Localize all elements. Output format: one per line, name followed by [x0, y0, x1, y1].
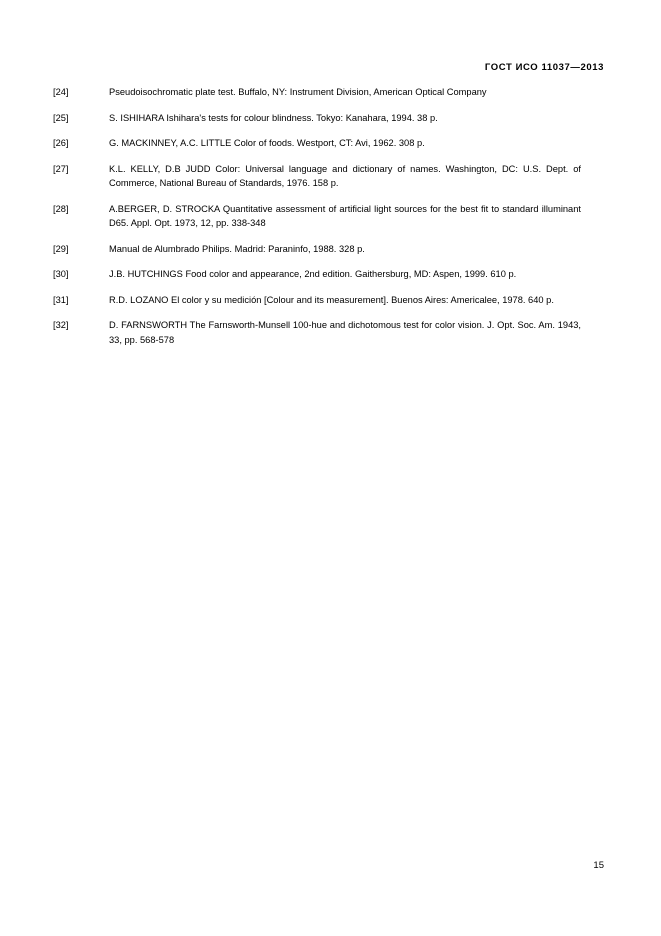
reference-entry: [53, 162, 581, 191]
reference-entry: [53, 85, 581, 100]
reference-number: [27]: [53, 163, 69, 174]
reference-number: [26]: [53, 138, 69, 148]
reference-text: J.B. HUTCHINGS Food color and appearance, 2nd edition. Gaithersburg, MD: Aspen, 1999. 610 p.: [109, 269, 517, 279]
reference-entry: [53, 318, 581, 347]
reference-entry: [53, 111, 581, 126]
reference-text: S. ISHIHARA Ishihara's tests for colour blindness. Tokyo: Kanahara, 1994. 38 p.: [109, 112, 438, 123]
reference-entry: [53, 242, 581, 257]
reference-number: [29]: [53, 243, 69, 254]
page-header: ГОСТ ИСО 11037—2013: [484, 62, 604, 73]
reference-entry: [53, 293, 581, 308]
reference-text: G. MACKINNEY, A.C. LITTLE Color of foods. Westport, CT: Avi, 1962. 308 p.: [109, 138, 425, 148]
reference-text: Manual de Alumbrado Philips. Madrid: Paraninfo, 1988. 328 p.: [109, 243, 365, 254]
reference-text: R.D. LOZANO El color y su medición [Colour and its measurement]. Buenos Aires: Americalee, 1978. 640 p.: [109, 294, 554, 305]
references-list: [53, 85, 581, 358]
reference-number: [28]: [53, 203, 69, 214]
reference-entry: [53, 136, 581, 151]
reference-text: Pseudoisochromatic plate test. Buffalo, NY: Instrument Division, American Optical Company: [109, 87, 487, 97]
reference-number: [24]: [53, 87, 69, 97]
reference-entry: [53, 202, 581, 231]
reference-number: [25]: [53, 112, 69, 123]
reference-number: [32]: [53, 320, 69, 330]
reference-text: D. FARNSWORTH The Farnsworth-Munsell 100-hue and dichotomous test for color vision. J. Opt. Soc. Am. 1943, 33, pp. 568-578: [109, 320, 581, 345]
reference-number: [31]: [53, 294, 69, 305]
page-number: 15: [593, 860, 604, 871]
reference-text: K.L. KELLY, D.B JUDD Color: Universal language and dictionary of names. Washington, DC: U.S. Dept. of Commerce, National Bureau of Standards, 1976. 158 p.: [109, 163, 581, 188]
reference-text: A.BERGER, D. STROCKA Quantitative assessment of artificial light sources for the best fit to standard illuminant D65. Appl. Opt. 1973, 12, pp. 338-348: [109, 203, 581, 228]
reference-number: [30]: [53, 269, 69, 279]
reference-entry: [53, 267, 581, 282]
